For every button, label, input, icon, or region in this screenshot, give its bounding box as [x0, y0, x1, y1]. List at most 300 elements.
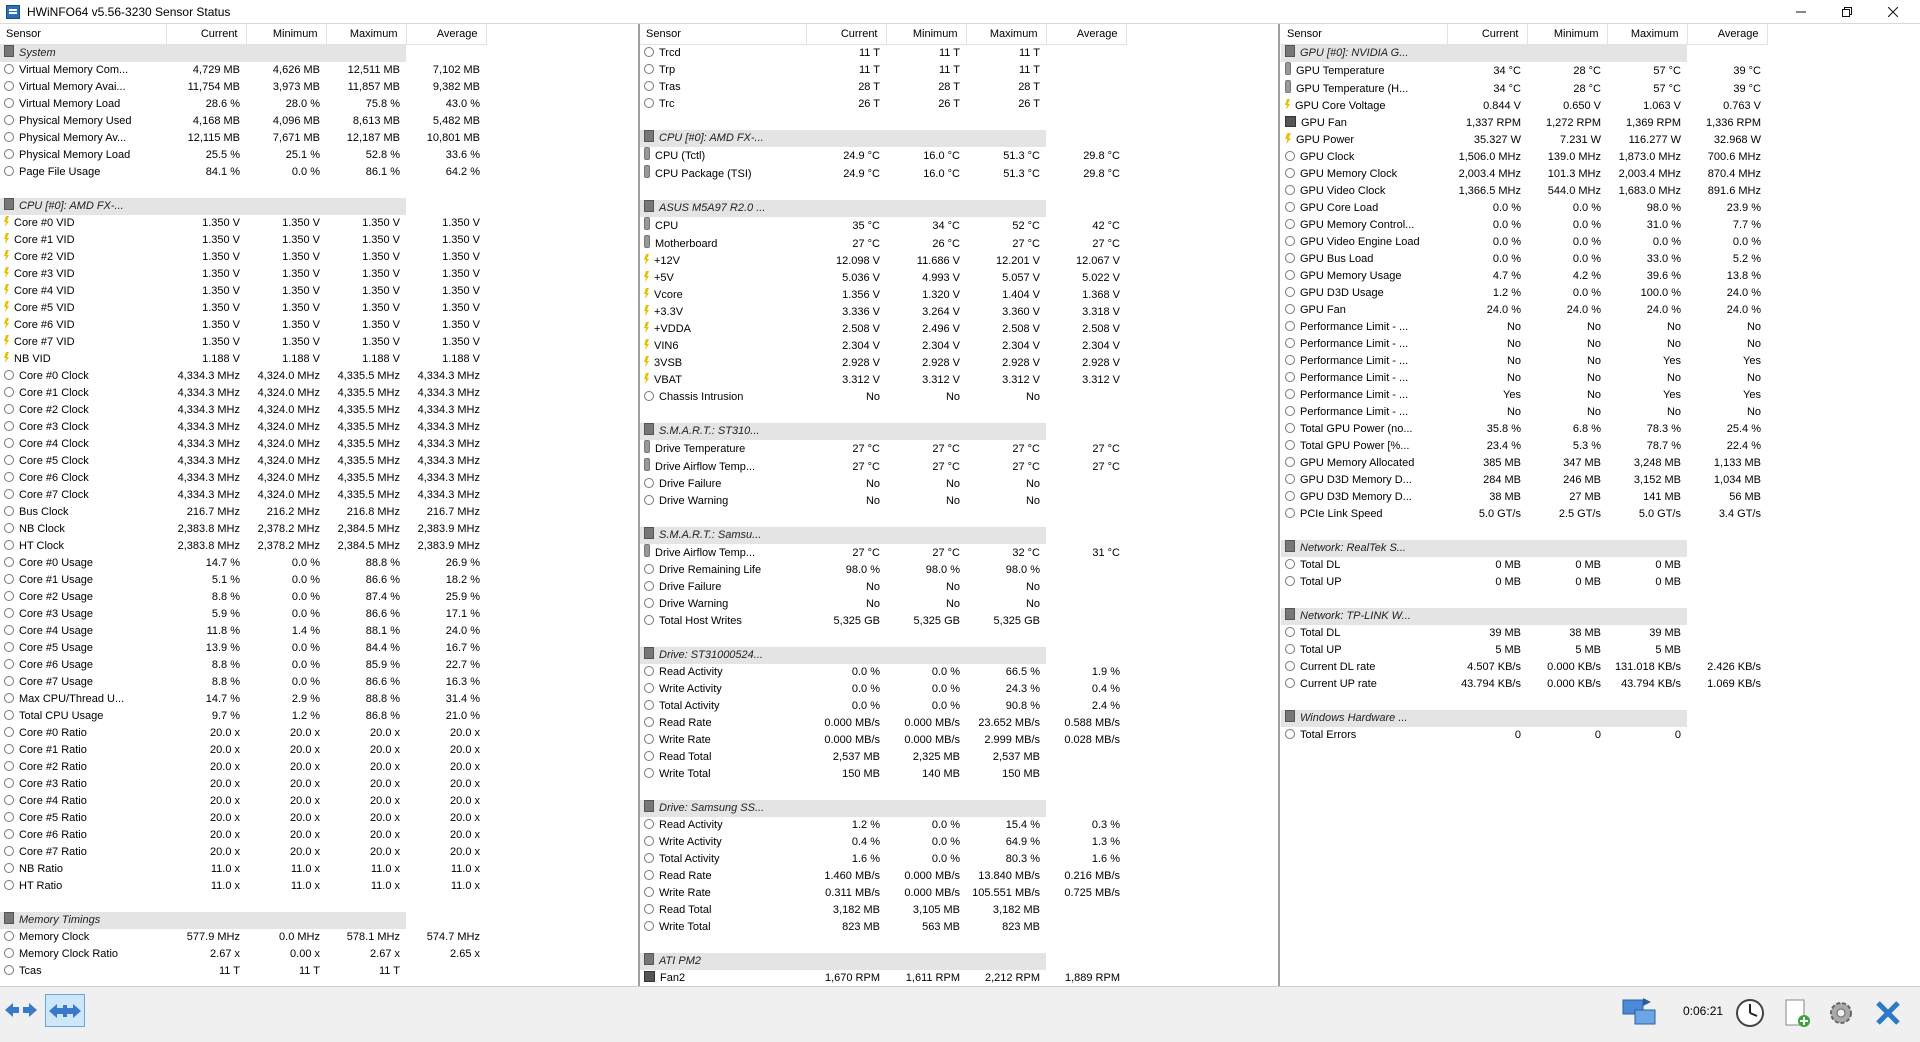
value-current: 38 MB — [1489, 491, 1521, 503]
value-maximum: 2.67 x — [370, 948, 400, 960]
sensor-pane-3[interactable] — [1281, 24, 1920, 986]
sensor-row[interactable] — [640, 868, 1126, 885]
sensor-row[interactable] — [0, 62, 486, 79]
sensor-row[interactable] — [1281, 438, 1767, 455]
sensor-name: GPU Fan — [1301, 117, 1347, 129]
sensor-row[interactable] — [0, 929, 486, 946]
sensor-gauge-icon — [644, 64, 654, 74]
value-maximum: 1.350 V — [362, 268, 400, 280]
value-maximum: No — [1025, 598, 1040, 610]
sensor-row[interactable] — [640, 562, 1126, 579]
value-average: 2.508 V — [1082, 323, 1120, 335]
value-current: 35 °C — [852, 219, 880, 232]
sensor-gauge-icon — [644, 666, 654, 676]
sensor-row[interactable] — [0, 725, 486, 742]
sensor-name: Core #1 VID — [14, 234, 75, 246]
value-current: 577.9 MHz — [186, 931, 240, 943]
sensor-name: Read Rate — [659, 870, 712, 882]
value-average: 20.0 x — [450, 761, 480, 773]
value-maximum: 105.551 MB/s — [972, 887, 1040, 899]
clock-button[interactable] — [1732, 996, 1768, 1030]
sensor-row[interactable] — [640, 96, 1126, 113]
sensor-row[interactable] — [640, 147, 1126, 165]
sensor-row[interactable] — [0, 147, 486, 164]
column-header-average[interactable]: Average — [1687, 24, 1767, 45]
sensor-row[interactable] — [640, 902, 1126, 919]
value-minimum: No — [1586, 389, 1601, 401]
value-minimum: 0.0 % — [931, 853, 960, 865]
value-average: 2,383.9 MHz — [417, 540, 480, 552]
sensor-row[interactable] — [1281, 506, 1767, 523]
sensor-name: Memory Clock — [19, 931, 90, 943]
value-current: 12,115 MB — [187, 132, 240, 144]
sensor-row[interactable] — [1281, 98, 1767, 115]
sensor-name: 3VSB — [654, 357, 683, 369]
column-header-sensor[interactable]: Sensor — [0, 24, 166, 45]
nav-collapse-button[interactable] — [45, 994, 85, 1027]
close-button[interactable] — [1870, 0, 1916, 23]
sensor-name: Core #0 Usage — [19, 557, 93, 569]
sensor-row[interactable] — [640, 493, 1126, 510]
sensor-name: Core #1 Clock — [19, 387, 89, 399]
sensor-gauge-icon — [644, 683, 654, 693]
sensor-row[interactable] — [640, 458, 1126, 476]
column-header-average[interactable]: Average — [1046, 24, 1126, 45]
value-average: 1,133 MB — [1713, 457, 1761, 469]
sensor-name: CPU — [655, 220, 679, 232]
sensor-row[interactable] — [640, 834, 1126, 851]
sensor-group-header[interactable] — [640, 200, 1126, 217]
value-minimum: 2.5 GT/s — [1558, 508, 1601, 520]
value-current: 1.356 V — [842, 289, 880, 301]
value-average: 0.4 % — [1091, 683, 1120, 695]
sensor-row[interactable] — [640, 885, 1126, 902]
sensor-gauge-icon — [4, 744, 14, 754]
sensor-group-header[interactable] — [1281, 608, 1767, 625]
sensor-gauge-icon — [1285, 304, 1295, 314]
sensor-group-header[interactable] — [0, 198, 486, 215]
sensor-row[interactable] — [0, 878, 486, 895]
sensor-name: Write Total — [659, 921, 711, 933]
sensor-row[interactable] — [1281, 166, 1767, 183]
sensor-row[interactable] — [0, 351, 486, 368]
value-current: No — [865, 598, 880, 610]
sensor-row[interactable] — [0, 691, 486, 708]
value-minimum: No — [1586, 338, 1601, 350]
sensor-row[interactable] — [0, 657, 486, 674]
sensor-row[interactable] — [0, 249, 486, 266]
fan-icon — [644, 971, 655, 982]
sensor-gauge-icon — [4, 489, 14, 499]
column-header-sensor[interactable]: Sensor — [640, 24, 806, 45]
sensor-row[interactable] — [1281, 251, 1767, 268]
sensor-group-header[interactable] — [640, 423, 1126, 440]
sensor-name: GPU Power — [1296, 134, 1355, 146]
sensor-group-header[interactable] — [1281, 540, 1767, 557]
sensor-row[interactable] — [640, 270, 1126, 287]
value-average: 39 °C — [1733, 64, 1761, 77]
sensor-row[interactable] — [1281, 455, 1767, 472]
sensor-row[interactable] — [0, 130, 486, 147]
sensor-row[interactable] — [0, 266, 486, 283]
sensor-row[interactable] — [0, 810, 486, 827]
sensor-row[interactable] — [0, 844, 486, 861]
sensor-row[interactable] — [1281, 234, 1767, 251]
value-current: 20.0 x — [210, 761, 240, 773]
sensor-row[interactable] — [1281, 659, 1767, 676]
sensor-row[interactable] — [0, 538, 486, 555]
sensor-row[interactable] — [1281, 200, 1767, 217]
value-average: 0.216 MB/s — [1064, 870, 1120, 882]
sensor-group-header[interactable] — [640, 800, 1126, 817]
value-average: 0.725 MB/s — [1064, 887, 1120, 899]
sensor-row[interactable] — [0, 504, 486, 521]
value-current: 4.7 % — [1492, 270, 1521, 282]
column-header-maximum[interactable]: Maximum — [326, 24, 406, 45]
sensor-row[interactable] — [640, 579, 1126, 596]
sensor-row[interactable] — [1281, 421, 1767, 438]
sensor-gauge-icon — [644, 81, 654, 91]
sensor-row[interactable] — [640, 544, 1126, 562]
report-button[interactable] — [1779, 996, 1815, 1030]
sensor-group-header[interactable] — [1281, 710, 1767, 727]
value-average: 1.350 V — [442, 285, 480, 297]
sensor-group-header[interactable] — [640, 130, 1126, 147]
sensor-row[interactable] — [0, 861, 486, 878]
exit-button[interactable] — [1870, 996, 1906, 1030]
sensor-row[interactable] — [0, 572, 486, 589]
value-average: 21.0 % — [445, 710, 480, 722]
sensor-row[interactable] — [0, 317, 486, 334]
sensor-row[interactable] — [1281, 183, 1767, 200]
value-current: 20.0 x — [210, 829, 240, 841]
value-average: 24.0 % — [1726, 287, 1761, 299]
value-average: 4,334.3 MHz — [417, 421, 480, 433]
sensor-row[interactable] — [0, 470, 486, 487]
column-header-maximum[interactable]: Maximum — [1607, 24, 1687, 45]
value-minimum: 347 MB — [1563, 457, 1601, 469]
sensor-row[interactable] — [0, 334, 486, 351]
sensor-row[interactable] — [640, 817, 1126, 834]
sensor-name: Core #5 VID — [14, 302, 75, 314]
column-header-row — [640, 24, 1126, 45]
sensor-row[interactable] — [0, 215, 486, 232]
sensor-name: Read Total — [659, 904, 712, 916]
value-average: 4,334.3 MHz — [417, 472, 480, 484]
sensor-row[interactable] — [0, 623, 486, 640]
minimize-button[interactable] — [1778, 0, 1824, 23]
column-header-current[interactable]: Current — [1447, 24, 1527, 45]
sensor-row[interactable] — [640, 715, 1126, 732]
sensor-row[interactable] — [640, 476, 1126, 493]
sensor-name: Core #0 Clock — [19, 370, 89, 382]
sensor-row[interactable] — [640, 613, 1126, 630]
column-header-current[interactable]: Current — [166, 24, 246, 45]
column-header-current[interactable]: Current — [806, 24, 886, 45]
value-maximum: 24.0 % — [1646, 304, 1681, 316]
restore-button[interactable] — [1824, 0, 1870, 23]
sensor-gauge-icon — [1285, 253, 1295, 263]
sensor-row[interactable] — [640, 440, 1126, 458]
sensor-row[interactable] — [0, 402, 486, 419]
sensor-row[interactable] — [0, 487, 486, 504]
sensor-row[interactable] — [1281, 642, 1767, 659]
sensor-row[interactable] — [1281, 625, 1767, 642]
sensor-gauge-icon — [4, 523, 14, 533]
value-maximum: 2.999 MB/s — [984, 734, 1040, 746]
sensor-row[interactable] — [0, 759, 486, 776]
value-maximum: 216.8 MHz — [346, 506, 400, 518]
sensor-row[interactable] — [0, 708, 486, 725]
value-minimum: 0.0 % — [291, 642, 320, 654]
sensor-group-header[interactable] — [640, 647, 1126, 664]
value-average: 56 MB — [1729, 491, 1761, 503]
spacer-row — [640, 406, 1126, 423]
value-minimum: 4,324.0 MHz — [257, 387, 320, 399]
value-current: 4,729 MB — [192, 64, 240, 76]
value-maximum: 27 °C — [1012, 442, 1040, 455]
sensor-row[interactable] — [1281, 336, 1767, 353]
sensor-group-header[interactable] — [0, 45, 486, 63]
sensor-row[interactable] — [0, 521, 486, 538]
sensor-row[interactable] — [1281, 80, 1767, 98]
sensor-row[interactable] — [640, 681, 1126, 698]
value-maximum: 12,511 MB — [347, 64, 400, 76]
value-current: 216.7 MHz — [186, 506, 240, 518]
value-average — [1687, 727, 1767, 744]
group-label: Drive: Samsung SS... — [659, 802, 765, 814]
sensor-gauge-icon — [644, 717, 654, 727]
sensor-gauge-icon — [4, 778, 14, 788]
sensor-row[interactable] — [1281, 404, 1767, 421]
value-current: 12.098 V — [835, 255, 880, 267]
sensor-row[interactable] — [640, 919, 1126, 936]
sensor-row[interactable] — [1281, 353, 1767, 370]
sensor-row[interactable] — [0, 640, 486, 657]
sensor-row[interactable] — [0, 113, 486, 130]
sensor-row[interactable] — [640, 235, 1126, 253]
sensor-row[interactable] — [640, 165, 1126, 183]
value-average: 11.0 x — [450, 880, 480, 892]
value-current: 2,003.4 MHz — [1458, 168, 1521, 180]
voltage-bolt-icon — [4, 318, 9, 329]
sensor-row[interactable] — [1281, 489, 1767, 506]
sensor-row[interactable] — [640, 596, 1126, 613]
sensor-row[interactable] — [1281, 472, 1767, 489]
value-current: 5.9 % — [211, 608, 240, 620]
sensor-row[interactable] — [640, 749, 1126, 766]
sensor-pane-2[interactable] — [640, 24, 1280, 986]
sensor-row[interactable] — [0, 164, 486, 181]
sensor-gauge-icon — [1285, 729, 1295, 739]
sensor-gauge-icon — [1285, 168, 1295, 178]
sensor-name: Core #3 Usage — [19, 608, 93, 620]
sensor-row[interactable] — [640, 79, 1126, 96]
sensor-row[interactable] — [0, 827, 486, 844]
value-minimum: 0.0 % — [291, 574, 320, 586]
value-maximum: 20.0 x — [370, 727, 400, 739]
sensor-row[interactable] — [640, 321, 1126, 338]
sensor-name: Total DL — [1300, 559, 1341, 571]
column-header-sensor[interactable]: Sensor — [1281, 24, 1447, 45]
network-sync-button[interactable] — [1620, 995, 1660, 1029]
sensor-row[interactable] — [640, 851, 1126, 868]
sensor-row[interactable] — [0, 436, 486, 453]
sensor-name: NB Clock — [19, 523, 65, 535]
sensor-row[interactable] — [1281, 132, 1767, 149]
sensor-row[interactable] — [0, 300, 486, 317]
value-average: 43.0 % — [445, 98, 480, 110]
value-average: 27 °C — [1092, 237, 1120, 250]
sensor-row[interactable] — [0, 79, 486, 96]
sensor-group-header[interactable] — [640, 953, 1126, 970]
value-maximum: 51.3 °C — [1003, 149, 1040, 162]
sensor-group-header[interactable] — [640, 527, 1126, 544]
sensor-row[interactable] — [0, 283, 486, 300]
value-minimum: 4,324.0 MHz — [257, 421, 320, 433]
sensor-row[interactable] — [1281, 557, 1767, 574]
title-bar — [0, 0, 1920, 24]
sensor-row[interactable] — [1281, 285, 1767, 302]
sensor-row[interactable] — [640, 664, 1126, 681]
sensor-row[interactable] — [640, 355, 1126, 372]
sensor-row[interactable] — [0, 793, 486, 810]
sensor-row[interactable] — [1281, 676, 1767, 693]
sensor-table — [640, 24, 1127, 986]
sensor-row[interactable] — [0, 555, 486, 572]
group-label: ATI PM2 — [659, 955, 701, 967]
sensor-row[interactable] — [0, 419, 486, 436]
sensor-pane-1[interactable] — [0, 24, 640, 986]
sensor-name: Core #6 Ratio — [19, 829, 87, 841]
sensor-gauge-icon — [1285, 644, 1295, 654]
sensor-gauge-icon — [644, 47, 654, 57]
sensor-row[interactable] — [640, 304, 1126, 321]
sensor-row[interactable] — [0, 385, 486, 402]
value-maximum: 11 T — [1019, 64, 1040, 76]
value-maximum: 20.0 x — [370, 846, 400, 858]
value-maximum: 84.4 % — [365, 642, 400, 654]
value-current: 0 MB — [1495, 559, 1521, 571]
group-label: Windows Hardware ... — [1300, 712, 1408, 724]
sensor-row[interactable] — [0, 589, 486, 606]
settings-button[interactable] — [1823, 996, 1859, 1030]
sensor-row[interactable] — [1281, 387, 1767, 404]
nav-previous-button[interactable] — [2, 995, 40, 1025]
column-header-maximum[interactable]: Maximum — [966, 24, 1046, 45]
sensor-row[interactable] — [640, 217, 1126, 235]
value-maximum: 8,613 MB — [352, 115, 400, 127]
sensor-row[interactable] — [0, 606, 486, 623]
value-maximum: 2.928 V — [1002, 357, 1040, 369]
sensor-row[interactable] — [1281, 302, 1767, 319]
sensor-row[interactable] — [0, 742, 486, 759]
sensor-row[interactable] — [0, 946, 486, 963]
column-header-minimum[interactable]: Minimum — [886, 24, 966, 45]
sensor-name: Drive Warning — [659, 495, 729, 507]
value-average — [1046, 562, 1126, 579]
value-average: 20.0 x — [450, 795, 480, 807]
network-sync-icon — [1621, 996, 1659, 1028]
value-current: 4,334.3 MHz — [177, 472, 240, 484]
sensor-row[interactable] — [0, 963, 486, 980]
column-header-average[interactable]: Average — [406, 24, 486, 45]
sensor-row[interactable] — [640, 970, 1126, 986]
value-minimum: 0.000 MB/s — [904, 887, 960, 899]
sensor-row[interactable] — [1281, 149, 1767, 166]
sensor-row[interactable] — [0, 368, 486, 385]
value-maximum: 2,384.5 MHz — [337, 523, 400, 535]
sensor-row[interactable] — [1281, 727, 1767, 744]
sensor-gauge-icon — [1285, 406, 1295, 416]
sensor-group-header[interactable] — [0, 912, 486, 929]
sensor-name: GPU Memory Control... — [1300, 219, 1415, 231]
value-average — [1687, 574, 1767, 591]
sensor-name: Total Activity — [659, 853, 720, 865]
sensor-row[interactable] — [640, 372, 1126, 389]
sensor-group-header[interactable] — [1281, 45, 1767, 63]
value-minimum: 0.0 % — [931, 683, 960, 695]
sensor-gauge-icon — [1285, 627, 1295, 637]
sensor-row[interactable] — [640, 698, 1126, 715]
sensor-gauge-icon — [1285, 457, 1295, 467]
sensor-row[interactable] — [1281, 574, 1767, 591]
sensor-row[interactable] — [0, 96, 486, 113]
value-average — [1046, 45, 1126, 63]
value-minimum: 0.00 x — [290, 948, 320, 960]
value-minimum: 2.304 V — [922, 340, 960, 352]
sensor-row[interactable] — [640, 287, 1126, 304]
value-minimum: 1.350 V — [282, 217, 320, 229]
value-current: 43.794 KB/s — [1461, 678, 1521, 690]
value-maximum: 88.8 % — [365, 693, 400, 705]
column-header-minimum[interactable]: Minimum — [246, 24, 326, 45]
sensor-row[interactable] — [0, 232, 486, 249]
sensor-row[interactable] — [0, 674, 486, 691]
sensor-row[interactable] — [640, 389, 1126, 406]
sensor-row[interactable] — [640, 62, 1126, 79]
sensor-row[interactable] — [640, 45, 1126, 63]
sensor-gauge-icon — [1285, 474, 1295, 484]
column-header-minimum[interactable]: Minimum — [1527, 24, 1607, 45]
value-average — [1687, 625, 1767, 642]
sensor-row[interactable] — [1281, 370, 1767, 387]
value-minimum: 2,378.2 MHz — [257, 540, 320, 552]
value-minimum: 140 MB — [922, 768, 960, 780]
sensor-chip-icon — [1285, 608, 1295, 620]
sensor-row[interactable] — [0, 776, 486, 793]
value-current: 20.0 x — [210, 778, 240, 790]
sensor-row[interactable] — [640, 253, 1126, 270]
sensor-row[interactable] — [1281, 319, 1767, 336]
sensor-row[interactable] — [1281, 115, 1767, 132]
sensor-row[interactable] — [1281, 217, 1767, 234]
sensor-row[interactable] — [640, 766, 1126, 783]
sensor-gauge-icon — [644, 391, 654, 401]
value-maximum: 131.018 KB/s — [1614, 661, 1681, 673]
value-current: 5.0 GT/s — [1478, 508, 1521, 520]
sensor-row[interactable] — [1281, 268, 1767, 285]
sensor-row[interactable] — [640, 338, 1126, 355]
value-current: 20.0 x — [210, 795, 240, 807]
sensor-row[interactable] — [0, 453, 486, 470]
sensor-row[interactable] — [640, 732, 1126, 749]
value-average: 7.7 % — [1732, 219, 1761, 231]
value-average: 25.9 % — [445, 591, 480, 603]
value-average — [1046, 902, 1126, 919]
value-minimum: No — [945, 495, 960, 507]
sensor-row[interactable] — [1281, 62, 1767, 80]
